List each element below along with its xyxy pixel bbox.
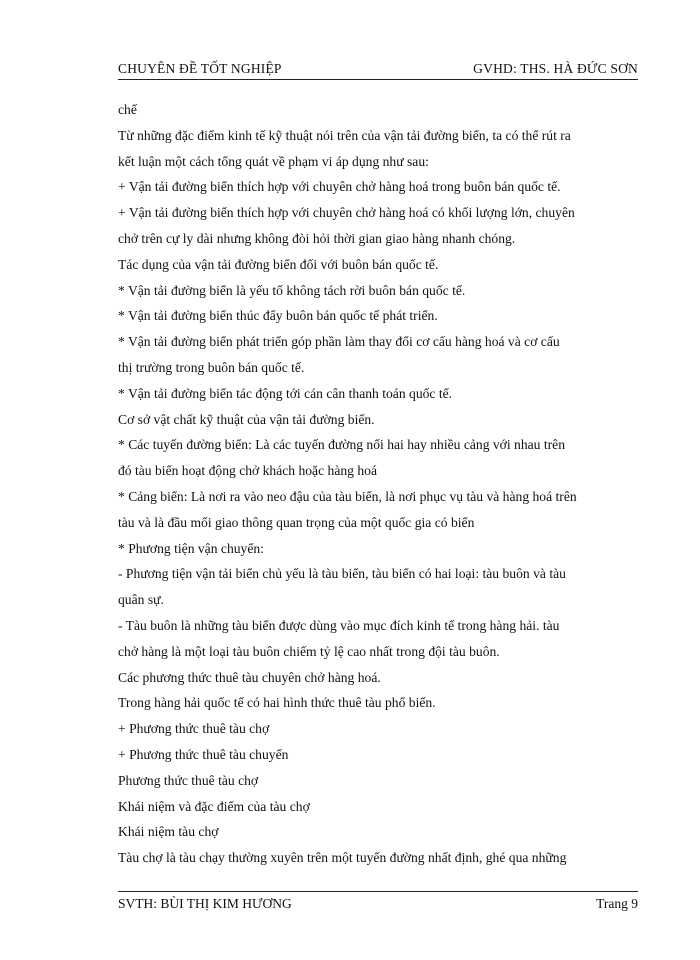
page-header <box>118 58 638 80</box>
footer-divider <box>118 891 638 892</box>
text-line: * Cảng biển: Là nơi ra vào neo đậu của tàu biển, là nơi phục vụ tàu và hàng hoá trên <box>118 488 577 504</box>
text-line: Tàu chợ là tàu chạy thường xuyên trên một tuyến đường nhất định, ghé qua những <box>118 850 567 866</box>
text-line: * Các tuyến đường biển: Là các tuyến đường nối hai hay nhiều cảng với nhau trên <box>118 437 566 453</box>
text-line: * Vận tải đường biển thúc đẩy buôn bán quốc tế phát triển. <box>118 308 438 324</box>
text-line: Phương thức thuê tàu chợ <box>118 772 259 788</box>
text-line: kết luận một cách tổng quát về phạm vi áp dụng như sau: <box>118 153 429 169</box>
document-body <box>118 97 640 871</box>
text-line: * Vận tải đường biển phát triển góp phần làm thay đổi cơ cấu hàng hoá và cơ cấu <box>118 334 560 350</box>
page-footer <box>118 896 638 916</box>
text-line: + Vận tải đường biển thích hợp với chuyên chở hàng hoá có khối lượng lớn, chuyên <box>118 205 575 221</box>
text-line: quân sự. <box>118 592 164 608</box>
header-supervisor: GVHD: THS. HÀ ĐỨC SƠN <box>473 61 638 76</box>
text-line: + Vận tải đường biển thích hợp với chuyên chở hàng hoá trong buôn bán quốc tế. <box>118 179 561 195</box>
header-title: CHUYÊN ĐỀ TỐT NGHIỆP <box>118 61 282 76</box>
text-line: tàu và là đầu mối giao thông quan trọng của một quốc gia có biển <box>118 514 475 530</box>
text-line: Các phương thức thuê tàu chuyên chở hàng hoá. <box>118 669 381 685</box>
text-line: chế <box>118 102 137 117</box>
text-line: Từ những đặc điểm kinh tế kỹ thuật nói trên của vận tải đường biển, ta có thể rút ra <box>118 127 571 143</box>
text-line: + Phương thức thuê tàu chuyến <box>118 746 289 762</box>
text-line: đó tàu biển hoạt động chở khách hoặc hàng hoá <box>118 463 377 479</box>
text-line: - Tàu buôn là những tàu biển được dùng vào mục đích kinh tế trong hàng hải. tàu <box>118 617 560 633</box>
text-line: chở hàng là một loại tàu buôn chiếm tỷ lệ cao nhất trong đội tàu buôn. <box>118 643 500 659</box>
text-line: * Vận tải đường biển là yếu tố không tách rời buôn bán quốc tế. <box>118 282 466 298</box>
text-line: * Vận tải đường biển tác động tới cán cân thanh toán quốc tế. <box>118 385 453 401</box>
text-line: thị trường trong buôn bán quốc tế. <box>118 359 305 375</box>
page-number: Trang 9 <box>596 896 638 911</box>
text-line: Khái niệm và đặc điểm của tàu chợ <box>118 798 310 814</box>
footer-author: SVTH: BÙI THỊ KIM HƯƠNG <box>118 896 292 911</box>
text-line: Cơ sở vật chất kỹ thuật của vận tải đường biển. <box>118 411 375 427</box>
header-divider <box>118 79 638 80</box>
text-line: Trong hàng hải quốc tế có hai hình thức thuê tàu phổ biến. <box>118 695 436 711</box>
text-line: * Phương tiện vận chuyển: <box>118 540 264 556</box>
text-line: Khái niệm tàu chợ <box>118 824 219 840</box>
text-line: + Phương thức thuê tàu chợ <box>118 721 270 737</box>
text-line: - Phương tiện vận tải biển chủ yếu là tàu biển, tàu biển có hai loại: tàu buôn và tàu <box>118 566 566 582</box>
text-line: Tác dụng của vận tải đường biển đối với buôn bán quốc tế. <box>118 256 439 272</box>
text-line: chở trên cự ly dài nhưng không đòi hỏi thời gian giao hàng nhanh chóng. <box>118 230 516 246</box>
